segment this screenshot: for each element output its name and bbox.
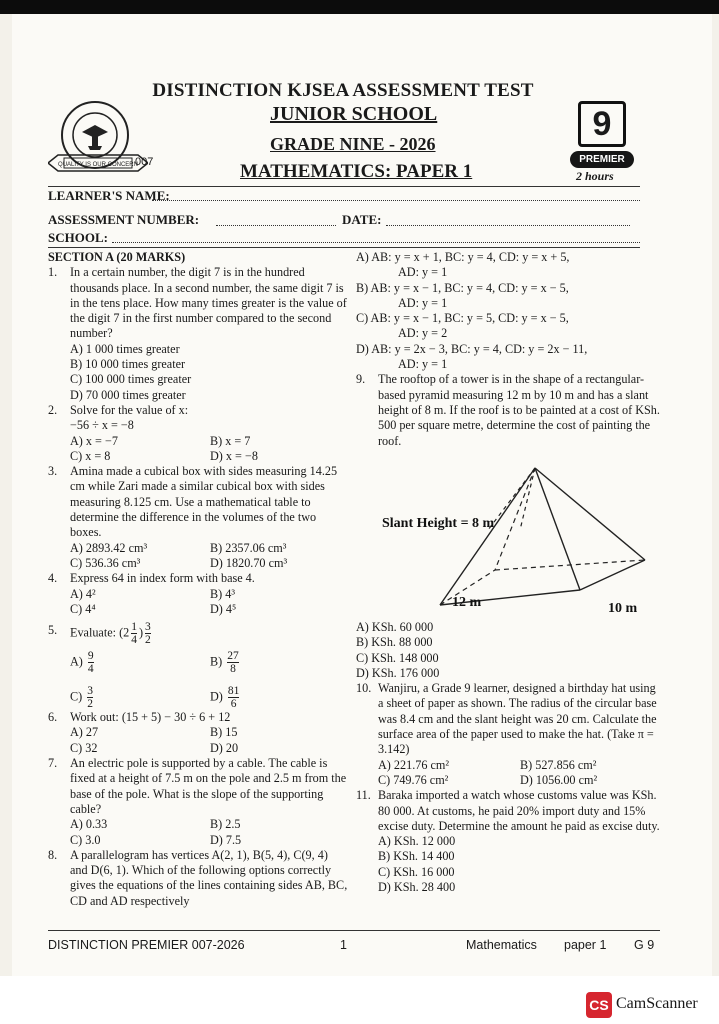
question-number: 5. (48, 623, 58, 638)
option[interactable]: D) KSh. 28 400 (378, 880, 456, 895)
quality-banner-logo (48, 154, 148, 172)
option[interactable]: A) 27 (70, 725, 99, 740)
question-number: 2. (48, 402, 58, 417)
question-5 (48, 621, 348, 646)
divider (48, 186, 640, 187)
option[interactable]: D) $\frac{81}{6}$ (210, 685, 240, 711)
assessment-number-field[interactable] (216, 225, 336, 226)
question-text (70, 621, 348, 646)
option-row (48, 556, 348, 571)
expr-whole: (2 (119, 625, 130, 640)
top-edge-bar (0, 0, 719, 14)
option[interactable]: A) 221.76 cm² (378, 757, 450, 772)
date-label: DATE: (342, 212, 382, 227)
question-9 (356, 372, 660, 448)
question-11 (356, 788, 660, 834)
question-number: 11. (356, 788, 371, 803)
question-number: 3. (48, 464, 58, 479)
option[interactable]: D) x = −8 (210, 448, 258, 463)
footer-paper: paper 1 (564, 938, 607, 952)
learner-name-label: LEARNER'S NAME: (48, 188, 170, 203)
option[interactable]: C) 4⁴ (70, 601, 96, 616)
exam-title: DISTINCTION KJSEA ASSESSMENT TEST (152, 80, 534, 101)
option-row (48, 725, 348, 740)
question-number: 9. (356, 372, 366, 387)
option[interactable]: C) x = 8 (70, 448, 111, 463)
question-8 (48, 848, 348, 909)
option-row (356, 773, 660, 788)
option[interactable]: C) $\frac{3}{2}$ (70, 685, 93, 711)
premier-badge: PREMIER (570, 151, 634, 168)
option[interactable]: D) 7.5 (210, 832, 242, 847)
question-label: Evaluate: (70, 625, 117, 640)
option[interactable]: C) 100 000 times greater (70, 372, 192, 387)
option-continued: AD: y = 1 (398, 295, 448, 310)
divider (48, 247, 640, 248)
width-label: 10 m (608, 601, 638, 616)
footer-code: DISTINCTION PREMIER 007-2026 (48, 938, 245, 952)
option-row (48, 602, 348, 617)
question-6 (48, 710, 348, 725)
section-title: SECTION A (20 MARKS) (48, 250, 186, 264)
option[interactable]: D) 1820.70 cm³ (210, 555, 288, 570)
option-row (48, 449, 348, 464)
school-field[interactable] (112, 242, 640, 243)
question-text: Wanjiru, a Grade 9 learner, designed a birthday hat using a sheet of paper as shown. The radius of the circular base was 8.4 cm and the slant height was 20 cm. Calculate the surface area of the paper used to make the hat. (Take π = 3.142) (378, 681, 657, 757)
option[interactable]: D) 4⁵ (210, 601, 237, 616)
pyramid-diagram (380, 460, 656, 620)
option[interactable]: C) 3.0 (70, 832, 101, 847)
camscanner-watermark: CamScanner (616, 995, 698, 1012)
question-10 (356, 681, 660, 757)
date-field[interactable] (386, 225, 630, 226)
duration: 2 hours (576, 169, 614, 183)
option[interactable]: D) 20 (210, 740, 239, 755)
option[interactable]: D) AB: y = 2x − 3, BC: y = 4, CD: y = 2x − 11, (356, 341, 588, 356)
right-column (356, 250, 660, 449)
equation: −56 ÷ x = −8 (70, 418, 134, 433)
question-text: An electric pole is supported by a cable. The cable is fixed at a height of 7.5 m on the pole and 2.5 m from the base of the pole. What is the slope of the supporting cable? (70, 756, 347, 816)
question-number: 10. (356, 681, 372, 696)
option[interactable]: C) 32 (70, 740, 98, 755)
footer-grade: G 9 (634, 938, 655, 952)
option[interactable]: A) 2893.42 cm³ (70, 540, 148, 555)
option[interactable]: A) $\frac{9}{4}$ (70, 650, 94, 676)
question-number: 7. (48, 756, 58, 771)
option[interactable]: B) 527.856 cm² (520, 757, 597, 772)
question-7 (48, 756, 348, 817)
option[interactable]: B) KSh. 88 000 (356, 635, 433, 650)
option-continued: AD: y = 1 (398, 265, 448, 280)
footer-subject: Mathematics (466, 938, 537, 952)
school-label: SCHOOL: (48, 230, 108, 245)
svg-text:QUALITY IS OUR CONCERN: QUALITY IS OUR CONCERN (58, 162, 138, 168)
subject-title: MATHEMATICS: PAPER 1 (240, 161, 473, 182)
option-row (48, 587, 348, 602)
question-2 (48, 403, 348, 418)
option-row (356, 758, 660, 773)
option-row (48, 685, 348, 710)
option[interactable]: B) KSh. 14 400 (378, 849, 455, 864)
option[interactable]: C) 536.36 cm³ (70, 555, 141, 570)
assessment-number-label: ASSESSMENT NUMBER: (48, 212, 200, 227)
option[interactable]: B) 15 (210, 725, 238, 740)
question-1 (48, 265, 348, 341)
option[interactable]: A) 4² (70, 586, 96, 601)
option[interactable]: A) 1 000 times greater (70, 341, 180, 356)
question-text: Solve for the value of x: (70, 402, 189, 417)
option[interactable]: D) 1056.00 cm² (520, 772, 598, 787)
option-row (48, 833, 348, 848)
question-text: Baraka imported a watch whose customs value was KSh. 80 000. At customs, he paid 20% import duty and 15% excise duty. Determine the amount he paid as excise duty. (378, 788, 660, 833)
question-text: The rooftop of a tower is in the shape of a rectangular-based pyramid measuring 12 m by 10 m and has a slant height of 8 m. If the roof is to be painted at a cost of KSh. 500 per square metre, determine the cost of painting the roof. (378, 372, 660, 448)
option-row (48, 541, 348, 556)
grade-year: GRADE NINE - 2026 (270, 134, 436, 154)
question-3 (48, 464, 348, 540)
option-row (48, 741, 348, 756)
option[interactable]: D) 70 000 times greater (70, 387, 186, 402)
learner-name-field[interactable] (152, 200, 640, 201)
grade-number-box: 9 (578, 101, 626, 147)
question-number: 1. (48, 265, 58, 280)
right-column-lower (356, 620, 660, 895)
question-text: Express 64 in index form with base 4. (70, 571, 255, 586)
option[interactable]: B) 2357.06 cm³ (210, 540, 287, 555)
camscanner-logo-icon: CS (586, 992, 612, 1018)
question-number: 4. (48, 571, 58, 586)
slant-height-label: Slant Height = 8 m (382, 516, 495, 531)
page-number: 1 (340, 938, 347, 952)
option-continued: AD: y = 1 (398, 357, 448, 372)
fraction: $\frac{1}{4}$ (131, 621, 137, 647)
school-level: JUNIOR SCHOOL (270, 103, 438, 125)
option-continued: AD: y = 2 (398, 326, 448, 341)
logo-code: 007 (135, 156, 154, 168)
option[interactable]: D) KSh. 176 000 (356, 665, 440, 680)
option[interactable]: B) $\frac{27}{8}$ (210, 650, 239, 676)
option[interactable]: B) 2.5 (210, 817, 241, 832)
option[interactable]: A) AB: y = x + 1, BC: y = 4, CD: y = x + 5, (356, 250, 570, 264)
option[interactable]: C) KSh. 16 000 (378, 864, 455, 879)
option[interactable]: A) x = −7 (70, 433, 118, 448)
option[interactable]: A) KSh. 60 000 (356, 620, 434, 634)
footer-divider (48, 930, 660, 931)
option[interactable]: B) AB: y = x − 1, BC: y = 4, CD: y = x − 5, (356, 280, 569, 295)
fraction: $\frac{3}{2}$ (145, 621, 151, 647)
option-row (48, 650, 348, 675)
left-column (48, 250, 348, 909)
question-number: 8. (48, 847, 58, 862)
option[interactable]: A) KSh. 12 000 (378, 834, 456, 849)
option[interactable]: B) 10 000 times greater (70, 357, 186, 372)
option[interactable]: B) 4³ (210, 586, 235, 601)
length-label: 12 m (452, 595, 482, 610)
option[interactable]: C) KSh. 148 000 (356, 650, 439, 665)
option-row (48, 434, 348, 449)
option[interactable]: C) AB: y = x − 1, BC: y = 5, CD: y = x − 5, (356, 311, 569, 326)
question-number: 6. (48, 710, 58, 725)
question-text: In a certain number, the digit 7 is in the hundred thousands place. In a second number, the same digit 7 is in the tens place. How many times greater is the value of the digit 7 in the first number compared to the second number? (70, 265, 347, 341)
question-4 (48, 571, 348, 586)
option[interactable]: B) x = 7 (210, 433, 251, 448)
question-text: Work out: (15 + 5) − 30 ÷ 6 + 12 (70, 710, 231, 725)
option[interactable]: C) 749.76 cm² (378, 772, 449, 787)
question-text: A parallelogram has vertices A(2, 1), B(5, 4), C(9, 4) and D(6, 1). Which of the following options correctly gives the equations of the lines containing sides AB, BC, CD and AD respectively (70, 847, 348, 908)
option-row (48, 817, 348, 832)
question-text: Amina made a cubical box with sides measuring 14.25 cm while Zari made a similar cubical box with sides measuring 8.125 cm. Use a mathematical table to determine the difference in the volumes of the two boxes. (70, 464, 338, 540)
option[interactable]: A) 0.33 (70, 817, 108, 832)
expr-close: ) (138, 625, 144, 640)
